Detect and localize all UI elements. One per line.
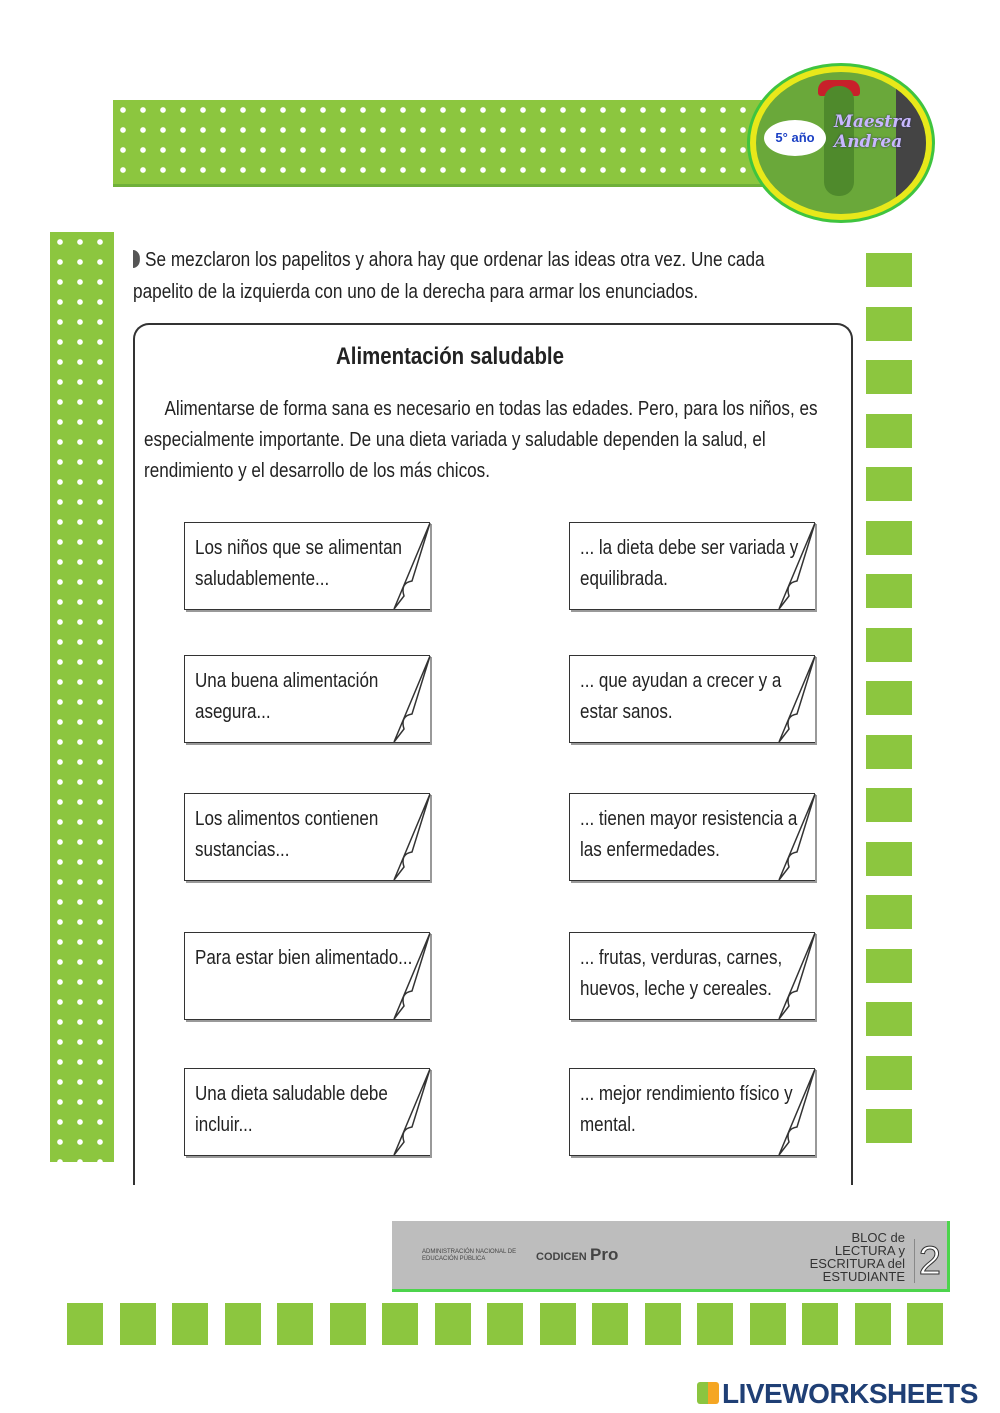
- left-card[interactable]: [184, 522, 430, 610]
- green-square: [866, 895, 912, 929]
- green-square: [855, 1303, 891, 1345]
- dotted-left-strip: [50, 232, 114, 1162]
- green-square: [866, 253, 912, 287]
- brand-label: LIVEWORKSHEETS: [722, 1378, 978, 1409]
- dotted-banner: [113, 100, 763, 187]
- anep-label: ADMINISTRACIÓN NACIONAL DE EDUCACIÓN PÚBLICA: [422, 1249, 517, 1262]
- green-square: [277, 1303, 313, 1345]
- page-curl-icon: [392, 654, 432, 744]
- instruction-text: [133, 244, 769, 308]
- card-text: ... frutas, verduras, carnes, huevos, leche y cereales.: [580, 947, 783, 1000]
- right-card[interactable]: [569, 522, 815, 610]
- green-square: [697, 1303, 733, 1345]
- page-curl-icon: [777, 521, 817, 611]
- green-square: [435, 1303, 471, 1345]
- volume-number: 2: [914, 1239, 941, 1283]
- green-square: [866, 628, 912, 662]
- bloc-line: ESCRITURA del: [809, 1256, 905, 1271]
- bloc-line: BLOC de: [851, 1230, 905, 1245]
- card-text: Para estar bien alimentado...: [195, 947, 413, 969]
- green-square: [866, 842, 912, 876]
- grade-badge: 5° año: [764, 120, 826, 156]
- green-square: [866, 574, 912, 608]
- left-card[interactable]: [184, 655, 430, 743]
- intro-paragraph: Alimentarse de forma sana es necesario en todas las edades. Pero, para los niños, es especialmente importante. De una dieta variada y saludable dependen la salud, el rendimiento y el desarrollo de los más chicos.: [144, 398, 818, 482]
- instruction-label: Se mezclaron los papelitos y ahora hay que ordenar las ideas otra vez. Une cada papelito de la izquierda con uno de la derecha para armar los enunciados.: [133, 249, 765, 303]
- card-text: ... que ayudan a crecer y a estar sanos.: [580, 670, 782, 723]
- green-square: [382, 1303, 418, 1345]
- page-curl-icon: [777, 1067, 817, 1157]
- green-square: [487, 1303, 523, 1345]
- green-square: [866, 307, 912, 341]
- card-text: ... la dieta debe ser variada y equilibrada.: [580, 537, 799, 590]
- green-square: [866, 949, 912, 983]
- codicen-label: CODICEN: [536, 1251, 587, 1263]
- green-square: [330, 1303, 366, 1345]
- green-square: [225, 1303, 261, 1345]
- bloc-line: ESTUDIANTE: [822, 1269, 905, 1284]
- green-square: [866, 681, 912, 715]
- left-card[interactable]: [184, 793, 430, 881]
- green-square: [120, 1303, 156, 1345]
- bloc-title: [810, 1231, 905, 1283]
- footer-banner: [392, 1221, 950, 1292]
- green-square: [172, 1303, 208, 1345]
- card-text: Los alimentos contienen sustancias...: [195, 808, 379, 861]
- right-card[interactable]: [569, 655, 815, 743]
- right-card[interactable]: [569, 793, 815, 881]
- green-square: [592, 1303, 628, 1345]
- teacher-name: Maestra Andrea: [834, 112, 913, 152]
- green-square: [67, 1303, 103, 1345]
- green-square: [750, 1303, 786, 1345]
- page-curl-icon: [392, 521, 432, 611]
- green-square: [866, 467, 912, 501]
- page-curl-icon: [777, 792, 817, 882]
- page-curl-icon: [777, 654, 817, 744]
- pro-logo: Pro: [590, 1245, 619, 1264]
- green-square: [866, 1002, 912, 1036]
- liveworksheets-logo[interactable]: [697, 1378, 978, 1410]
- green-square: [866, 1109, 912, 1143]
- right-card[interactable]: [569, 1068, 815, 1156]
- green-square: [540, 1303, 576, 1345]
- left-card[interactable]: [184, 932, 430, 1020]
- green-square: [645, 1303, 681, 1345]
- page-curl-icon: [392, 792, 432, 882]
- card-text: ... tienen mayor resistencia a las enfermedades.: [580, 808, 798, 861]
- green-square: [802, 1303, 838, 1345]
- green-square: [907, 1303, 943, 1345]
- green-square: [866, 735, 912, 769]
- live-icon: [697, 1382, 719, 1404]
- maestra-andrea-logo: [750, 66, 932, 220]
- green-square: [866, 521, 912, 555]
- page-curl-icon: [392, 1067, 432, 1157]
- page-title: Alimentación saludable: [336, 343, 564, 370]
- card-text: ... mejor rendimiento físico y mental.: [580, 1083, 793, 1136]
- page-curl-icon: [392, 931, 432, 1021]
- green-square: [866, 1056, 912, 1090]
- right-card[interactable]: [569, 932, 815, 1020]
- bloc-line: LECTURA y: [834, 1243, 905, 1258]
- left-card[interactable]: [184, 1068, 430, 1156]
- card-text: Una dieta saludable debe incluir...: [195, 1083, 388, 1136]
- card-text: Los niños que se alimentan saludablemente...: [195, 537, 402, 590]
- card-text: Una buena alimentación asegura...: [195, 670, 379, 723]
- green-square: [866, 788, 912, 822]
- green-square: [866, 360, 912, 394]
- bullet-icon: [133, 250, 140, 268]
- page-curl-icon: [777, 931, 817, 1021]
- green-square: [866, 414, 912, 448]
